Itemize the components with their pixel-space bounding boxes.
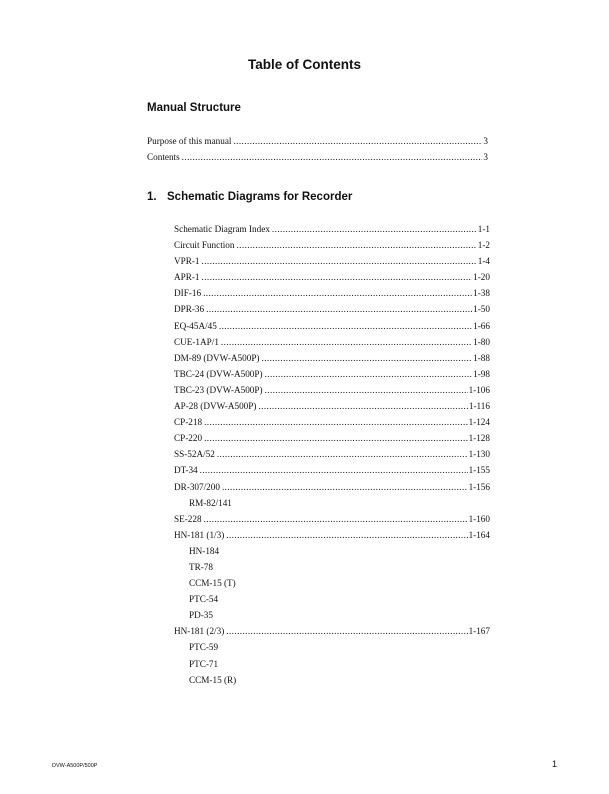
dot-leader bbox=[202, 269, 473, 285]
toc-sub-entry-label: HN-184 bbox=[189, 545, 220, 556]
toc-entry-label: Purpose of this manual bbox=[147, 136, 232, 146]
toc-entry[interactable] bbox=[174, 623, 490, 639]
dot-leader bbox=[219, 318, 472, 334]
toc-entry-page: 1-38 bbox=[473, 288, 490, 299]
toc-entry-page: 1-20 bbox=[473, 272, 490, 283]
toc-sub-entry[interactable] bbox=[174, 607, 490, 623]
toc-entry-page: 1-80 bbox=[473, 336, 490, 347]
toc-entry-page: 1-88 bbox=[473, 352, 490, 363]
schematic-toc-list bbox=[174, 221, 490, 688]
dot-leader bbox=[236, 237, 476, 253]
dot-leader bbox=[217, 446, 468, 462]
toc-sub-entry[interactable] bbox=[174, 559, 490, 575]
toc-entry-page: 1-50 bbox=[473, 304, 490, 315]
toc-entry-page: 1-2 bbox=[477, 240, 490, 251]
manual-structure-heading: Manual Structure bbox=[147, 102, 241, 114]
toc-entry-label: HN-181 (2/3) bbox=[174, 626, 225, 637]
dot-leader bbox=[221, 334, 472, 350]
toc-sub-entry-label: PTC-54 bbox=[189, 594, 219, 605]
toc-entry-page: 1-155 bbox=[468, 465, 490, 476]
dot-leader bbox=[272, 221, 477, 237]
toc-entry[interactable] bbox=[174, 237, 490, 253]
toc-entry[interactable] bbox=[174, 527, 490, 543]
toc-entry[interactable] bbox=[174, 285, 490, 301]
dot-leader bbox=[204, 511, 468, 527]
dot-leader bbox=[258, 398, 467, 414]
toc-entry-page: 1-1 bbox=[477, 224, 490, 234]
section-number: 1. bbox=[147, 191, 157, 203]
toc-entry[interactable] bbox=[174, 253, 490, 269]
toc-sub-entry-label: CCM-15 (T) bbox=[189, 578, 236, 589]
toc-sub-entry-label: PTC-59 bbox=[189, 642, 219, 653]
toc-sub-entry[interactable] bbox=[174, 495, 490, 511]
toc-entry-label: TBC-23 (DVW-A500P) bbox=[174, 384, 263, 395]
dot-leader bbox=[265, 366, 473, 382]
toc-entry[interactable] bbox=[174, 430, 490, 446]
dot-leader bbox=[182, 149, 483, 165]
page-title: Table of Contents bbox=[248, 57, 361, 72]
toc-entry-label: CUE-1AP/1 bbox=[174, 336, 219, 347]
toc-entry-label: DT-34 bbox=[174, 465, 198, 476]
toc-entry-label: CP-220 bbox=[174, 433, 203, 444]
toc-entry[interactable] bbox=[174, 398, 490, 414]
dot-leader bbox=[206, 301, 472, 317]
toc-entry-page: 3 bbox=[483, 136, 488, 146]
toc-entry-purpose[interactable] bbox=[147, 133, 488, 149]
section-title: Schematic Diagrams for Recorder bbox=[167, 191, 353, 203]
toc-entry-label: VPR-1 bbox=[174, 256, 200, 267]
toc-sub-entry-label: TR-78 bbox=[189, 561, 213, 572]
toc-entry-label: Contents bbox=[147, 152, 180, 163]
dot-leader bbox=[204, 414, 467, 430]
toc-sub-entry-label: PTC-71 bbox=[189, 658, 219, 669]
toc-entry-label: SS-52A/52 bbox=[174, 449, 215, 460]
footer-page-number: 1 bbox=[552, 759, 558, 769]
toc-entry[interactable] bbox=[174, 366, 490, 382]
toc-entry-label: DPR-36 bbox=[174, 304, 205, 315]
toc-sub-entry[interactable] bbox=[174, 543, 490, 559]
toc-entry-page: 1-124 bbox=[468, 417, 490, 428]
footer-model: DVW-A500P/500P bbox=[52, 763, 98, 769]
toc-entry-label: Circuit Function bbox=[174, 240, 235, 251]
dot-leader bbox=[226, 623, 467, 639]
toc-entry-label: DIF-16 bbox=[174, 288, 202, 299]
schematic-section-heading bbox=[147, 191, 352, 203]
dot-leader bbox=[226, 527, 467, 543]
toc-entry-label: DR-307/200 bbox=[174, 481, 220, 492]
toc-entry-page: 1-106 bbox=[468, 384, 490, 395]
toc-entry-contents[interactable] bbox=[147, 149, 488, 165]
toc-entry-page: 1-156 bbox=[468, 481, 490, 492]
toc-entry-page: 1-167 bbox=[468, 626, 490, 637]
toc-entry-page: 1-116 bbox=[468, 401, 490, 412]
toc-entry-page: 1-4 bbox=[477, 256, 490, 267]
dot-leader bbox=[204, 430, 467, 446]
dot-leader bbox=[233, 133, 482, 149]
toc-entry-label: TBC-24 (DVW-A500P) bbox=[174, 368, 263, 379]
toc-sub-entry[interactable] bbox=[174, 575, 490, 591]
dot-leader bbox=[222, 479, 468, 495]
toc-entry-page: 1-128 bbox=[468, 433, 490, 444]
dot-leader bbox=[262, 350, 473, 366]
toc-entry[interactable] bbox=[174, 221, 490, 237]
toc-entry-page: 1-160 bbox=[468, 513, 490, 524]
toc-entry-page: 1-164 bbox=[468, 529, 490, 540]
toc-entry[interactable] bbox=[174, 382, 490, 398]
toc-sub-entry-label: PD-35 bbox=[189, 610, 213, 621]
dot-leader bbox=[200, 462, 468, 478]
toc-entry[interactable] bbox=[174, 479, 490, 495]
dot-leader bbox=[265, 382, 468, 398]
toc-entry-label: CP-218 bbox=[174, 417, 203, 428]
dot-leader bbox=[203, 285, 472, 301]
toc-entry[interactable] bbox=[174, 334, 490, 350]
toc-entry[interactable] bbox=[174, 269, 490, 285]
toc-entry[interactable] bbox=[174, 446, 490, 462]
manual-structure-list bbox=[147, 133, 488, 165]
toc-entry-page: 3 bbox=[483, 152, 488, 163]
toc-entry-label: HN-181 (1/3) bbox=[174, 529, 225, 540]
toc-entry[interactable] bbox=[174, 350, 490, 366]
toc-sub-entry-label: CCM-15 (R) bbox=[189, 674, 237, 685]
toc-entry-label: Schematic Diagram Index bbox=[174, 224, 270, 234]
toc-entry[interactable] bbox=[174, 301, 490, 317]
toc-sub-entry[interactable] bbox=[174, 672, 490, 688]
toc-sub-entry-label: RM-82/141 bbox=[189, 497, 232, 508]
toc-entry-label: SE-228 bbox=[174, 513, 202, 524]
toc-entry-label: AP-28 (DVW-A500P) bbox=[174, 401, 257, 412]
dot-leader bbox=[202, 253, 477, 269]
toc-sub-entry[interactable] bbox=[174, 639, 490, 655]
toc-sub-entry[interactable] bbox=[174, 656, 490, 672]
toc-sub-entry[interactable] bbox=[174, 591, 490, 607]
toc-entry-label: EQ-45A/45 bbox=[174, 320, 217, 331]
toc-entry[interactable] bbox=[174, 318, 490, 334]
toc-entry-label: APR-1 bbox=[174, 272, 200, 283]
toc-entry-page: 1-66 bbox=[473, 320, 490, 331]
toc-entry-label: DM-89 (DVW-A500P) bbox=[174, 352, 260, 363]
toc-entry[interactable] bbox=[174, 462, 490, 478]
toc-entry-page: 1-130 bbox=[468, 449, 490, 460]
toc-entry[interactable] bbox=[174, 511, 490, 527]
toc-entry[interactable] bbox=[174, 414, 490, 430]
toc-entry-page: 1-98 bbox=[473, 368, 490, 379]
